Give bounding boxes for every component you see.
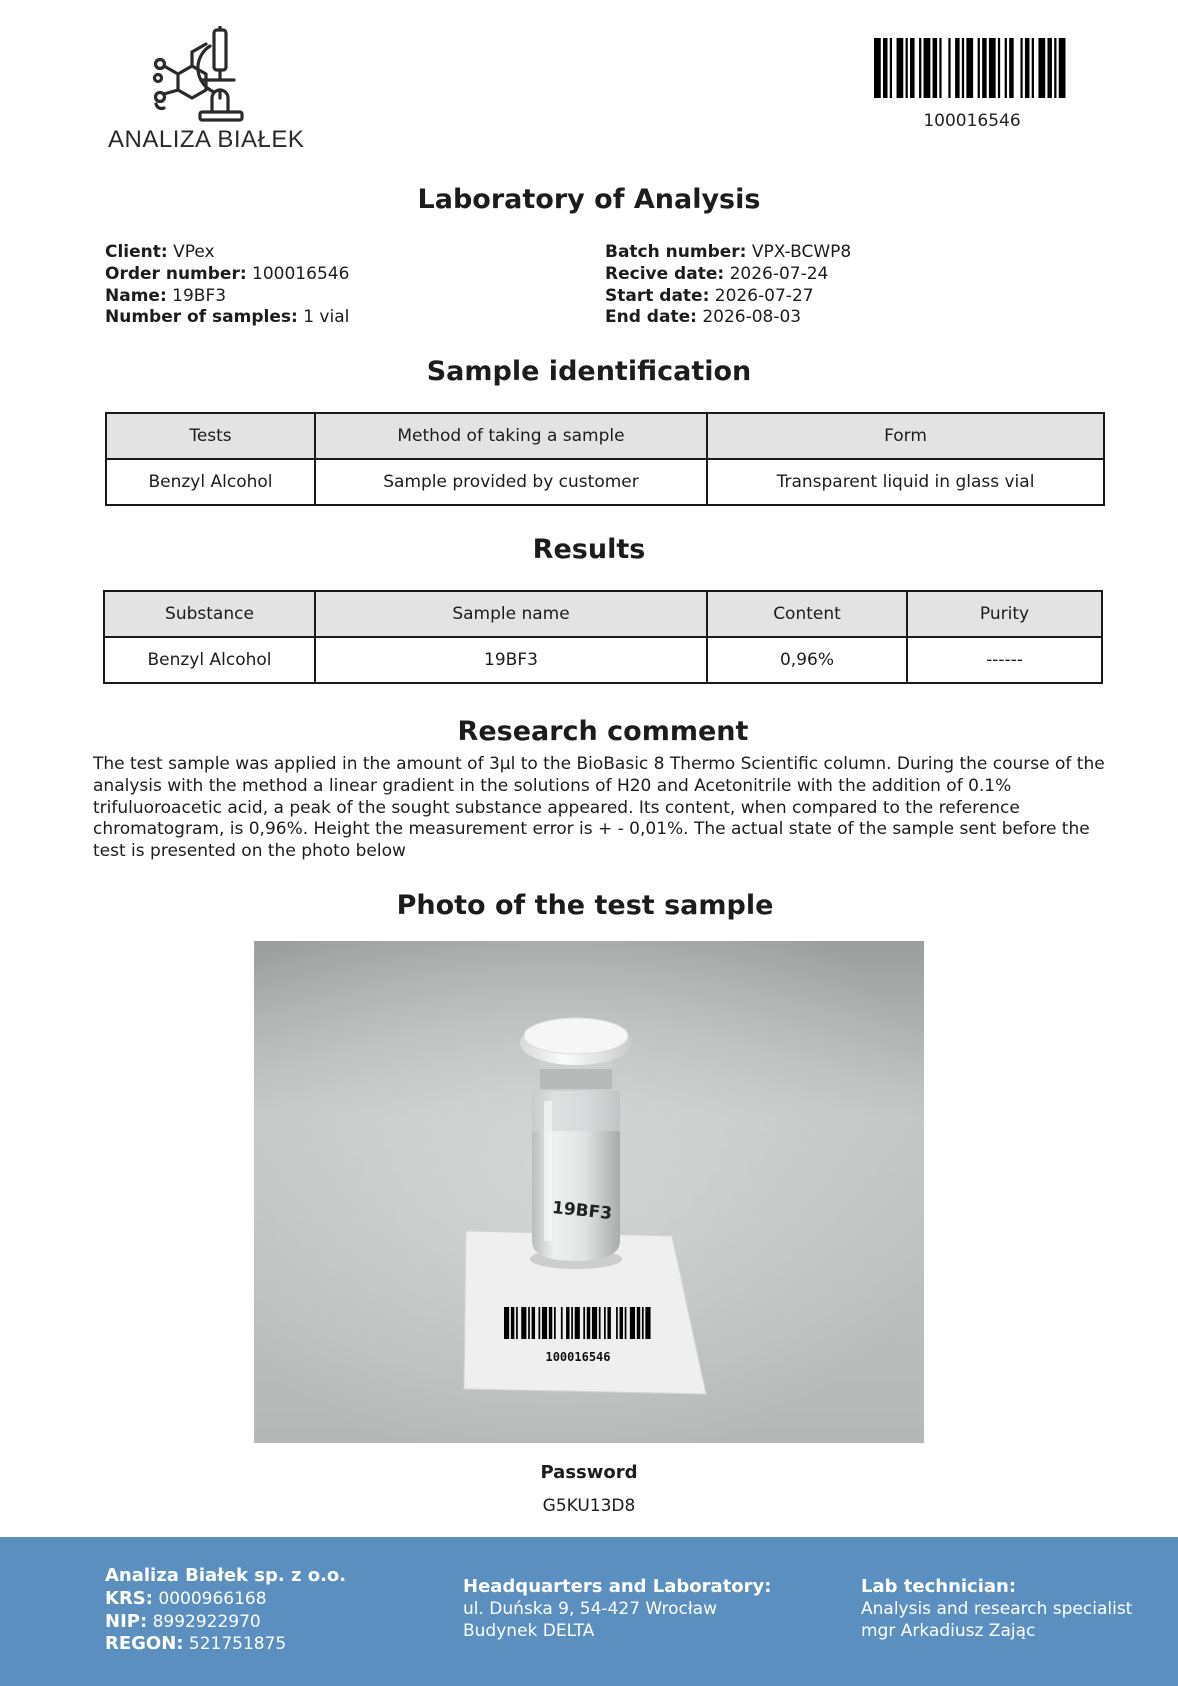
- info-right: [605, 242, 851, 329]
- order-row: Order number: 100016546: [105, 263, 350, 284]
- photo-barcode-number: 100016546: [545, 1350, 611, 1364]
- column-header: Purity: [907, 591, 1102, 637]
- name-value: 19BF3: [172, 285, 227, 306]
- footer: [0, 1537, 1178, 1686]
- column-header: Method of taking a sample: [315, 413, 707, 459]
- tech-label: Lab technician:: [861, 1576, 1017, 1597]
- results-table: [103, 590, 1103, 684]
- column-header: Sample name: [315, 591, 707, 637]
- recive-date-value: 2026-07-24: [729, 263, 829, 284]
- table-cell: 0,96%: [707, 637, 907, 683]
- research-comment-heading: Research comment: [457, 716, 749, 747]
- hq-address: ul. Duńska 9, 54-427 Wrocław: [463, 1598, 717, 1619]
- password-value: G5KU13D8: [542, 1496, 636, 1516]
- end-date-value: 2026-08-03: [702, 307, 802, 328]
- start-date-value: 2026-07-27: [714, 285, 814, 306]
- column-header: Substance: [104, 591, 315, 637]
- samples-row: Number of samples: 1 vial: [105, 307, 350, 328]
- password-label: Password: [540, 1462, 638, 1483]
- footer-company: Analiza Białek sp. z o.o. KRS: 0000966168 NIP: 8992922970 REGON: 521751875: [105, 1565, 347, 1655]
- client-row: Client: VPex: [105, 242, 215, 262]
- column-header: Content: [707, 591, 907, 637]
- footer-headquarters: [463, 1576, 771, 1642]
- molecule-microscope-logo-icon: [150, 26, 260, 126]
- company-name: Analiza Białek sp. z o.o.: [105, 1565, 347, 1586]
- table-row: [104, 637, 1102, 683]
- company-logo: [100, 22, 315, 157]
- logo-text: ANALIZA BIAŁEK: [108, 126, 305, 153]
- photo-heading: Photo of the test sample: [396, 890, 774, 921]
- info-left: [105, 242, 349, 329]
- table-cell: ------: [907, 637, 1102, 683]
- batch-value: VPX-BCWP8: [751, 242, 852, 262]
- table-cell: 19BF3: [315, 637, 707, 683]
- regon-value: 521751875: [188, 1634, 287, 1655]
- page-title: Laboratory of Analysis: [417, 184, 761, 215]
- sample-identification-table: [105, 412, 1105, 506]
- sample-identification-heading: Sample identification: [426, 356, 752, 387]
- barcode-icon: [874, 38, 1070, 98]
- research-comment-text: The test sample was applied in the amount of 3µl to the BioBasic 8 Thermo Scientific column. During the course of the analysis with the method a linear gradient in the solutions of H20 and Acetonitrile with the addition of 0.1% trifuluoroacetic acid, a peak of the sought substance appeared. Its content, when compared to the reference chromatogram, is 0,96%. Height the measurement error is + - 0,01%. The actual state of the sample sent before the test is presented on the photo below: [93, 754, 1105, 862]
- table-cell: Benzyl Alcohol: [104, 637, 315, 683]
- order-value: 100016546: [252, 263, 350, 284]
- test-sample-photo: [254, 941, 924, 1443]
- end-date-row: End date: 2026-08-03: [605, 307, 802, 328]
- krs-value: 0000966168: [158, 1588, 267, 1609]
- hq-building: Budynek DELTA: [463, 1620, 595, 1641]
- table-cell: Sample provided by customer: [315, 459, 707, 505]
- footer-lab-technician: [861, 1576, 1132, 1642]
- tech-title: Analysis and research specialist: [861, 1598, 1133, 1619]
- client-value: VPex: [173, 242, 215, 262]
- table-row: [106, 459, 1104, 505]
- table-cell: Transparent liquid in glass vial: [707, 459, 1104, 505]
- column-header: Form: [707, 413, 1104, 459]
- results-heading: Results: [532, 534, 646, 565]
- start-date-row: Start date: 2026-07-27: [605, 285, 814, 306]
- vial-label: 19BF3: [551, 1197, 613, 1225]
- batch-row: Batch number: VPX-BCWP8: [605, 242, 852, 262]
- samples-value: 1 vial: [303, 307, 350, 328]
- table-header-row: [106, 413, 1104, 459]
- name-row: Name: 19BF3: [105, 285, 227, 306]
- table-header-row: [104, 591, 1102, 637]
- tech-name: mgr Arkadiusz Zając: [861, 1620, 1036, 1641]
- table-cell: Benzyl Alcohol: [106, 459, 315, 505]
- sample-vial-image: [254, 941, 924, 1443]
- hq-label: Headquarters and Laboratory:: [463, 1576, 772, 1597]
- barcode-number: 100016546: [923, 111, 1021, 131]
- column-header: Tests: [106, 413, 315, 459]
- nip-value: 8992922970: [152, 1611, 261, 1632]
- recive-date-row: Recive date: 2026-07-24: [605, 263, 829, 284]
